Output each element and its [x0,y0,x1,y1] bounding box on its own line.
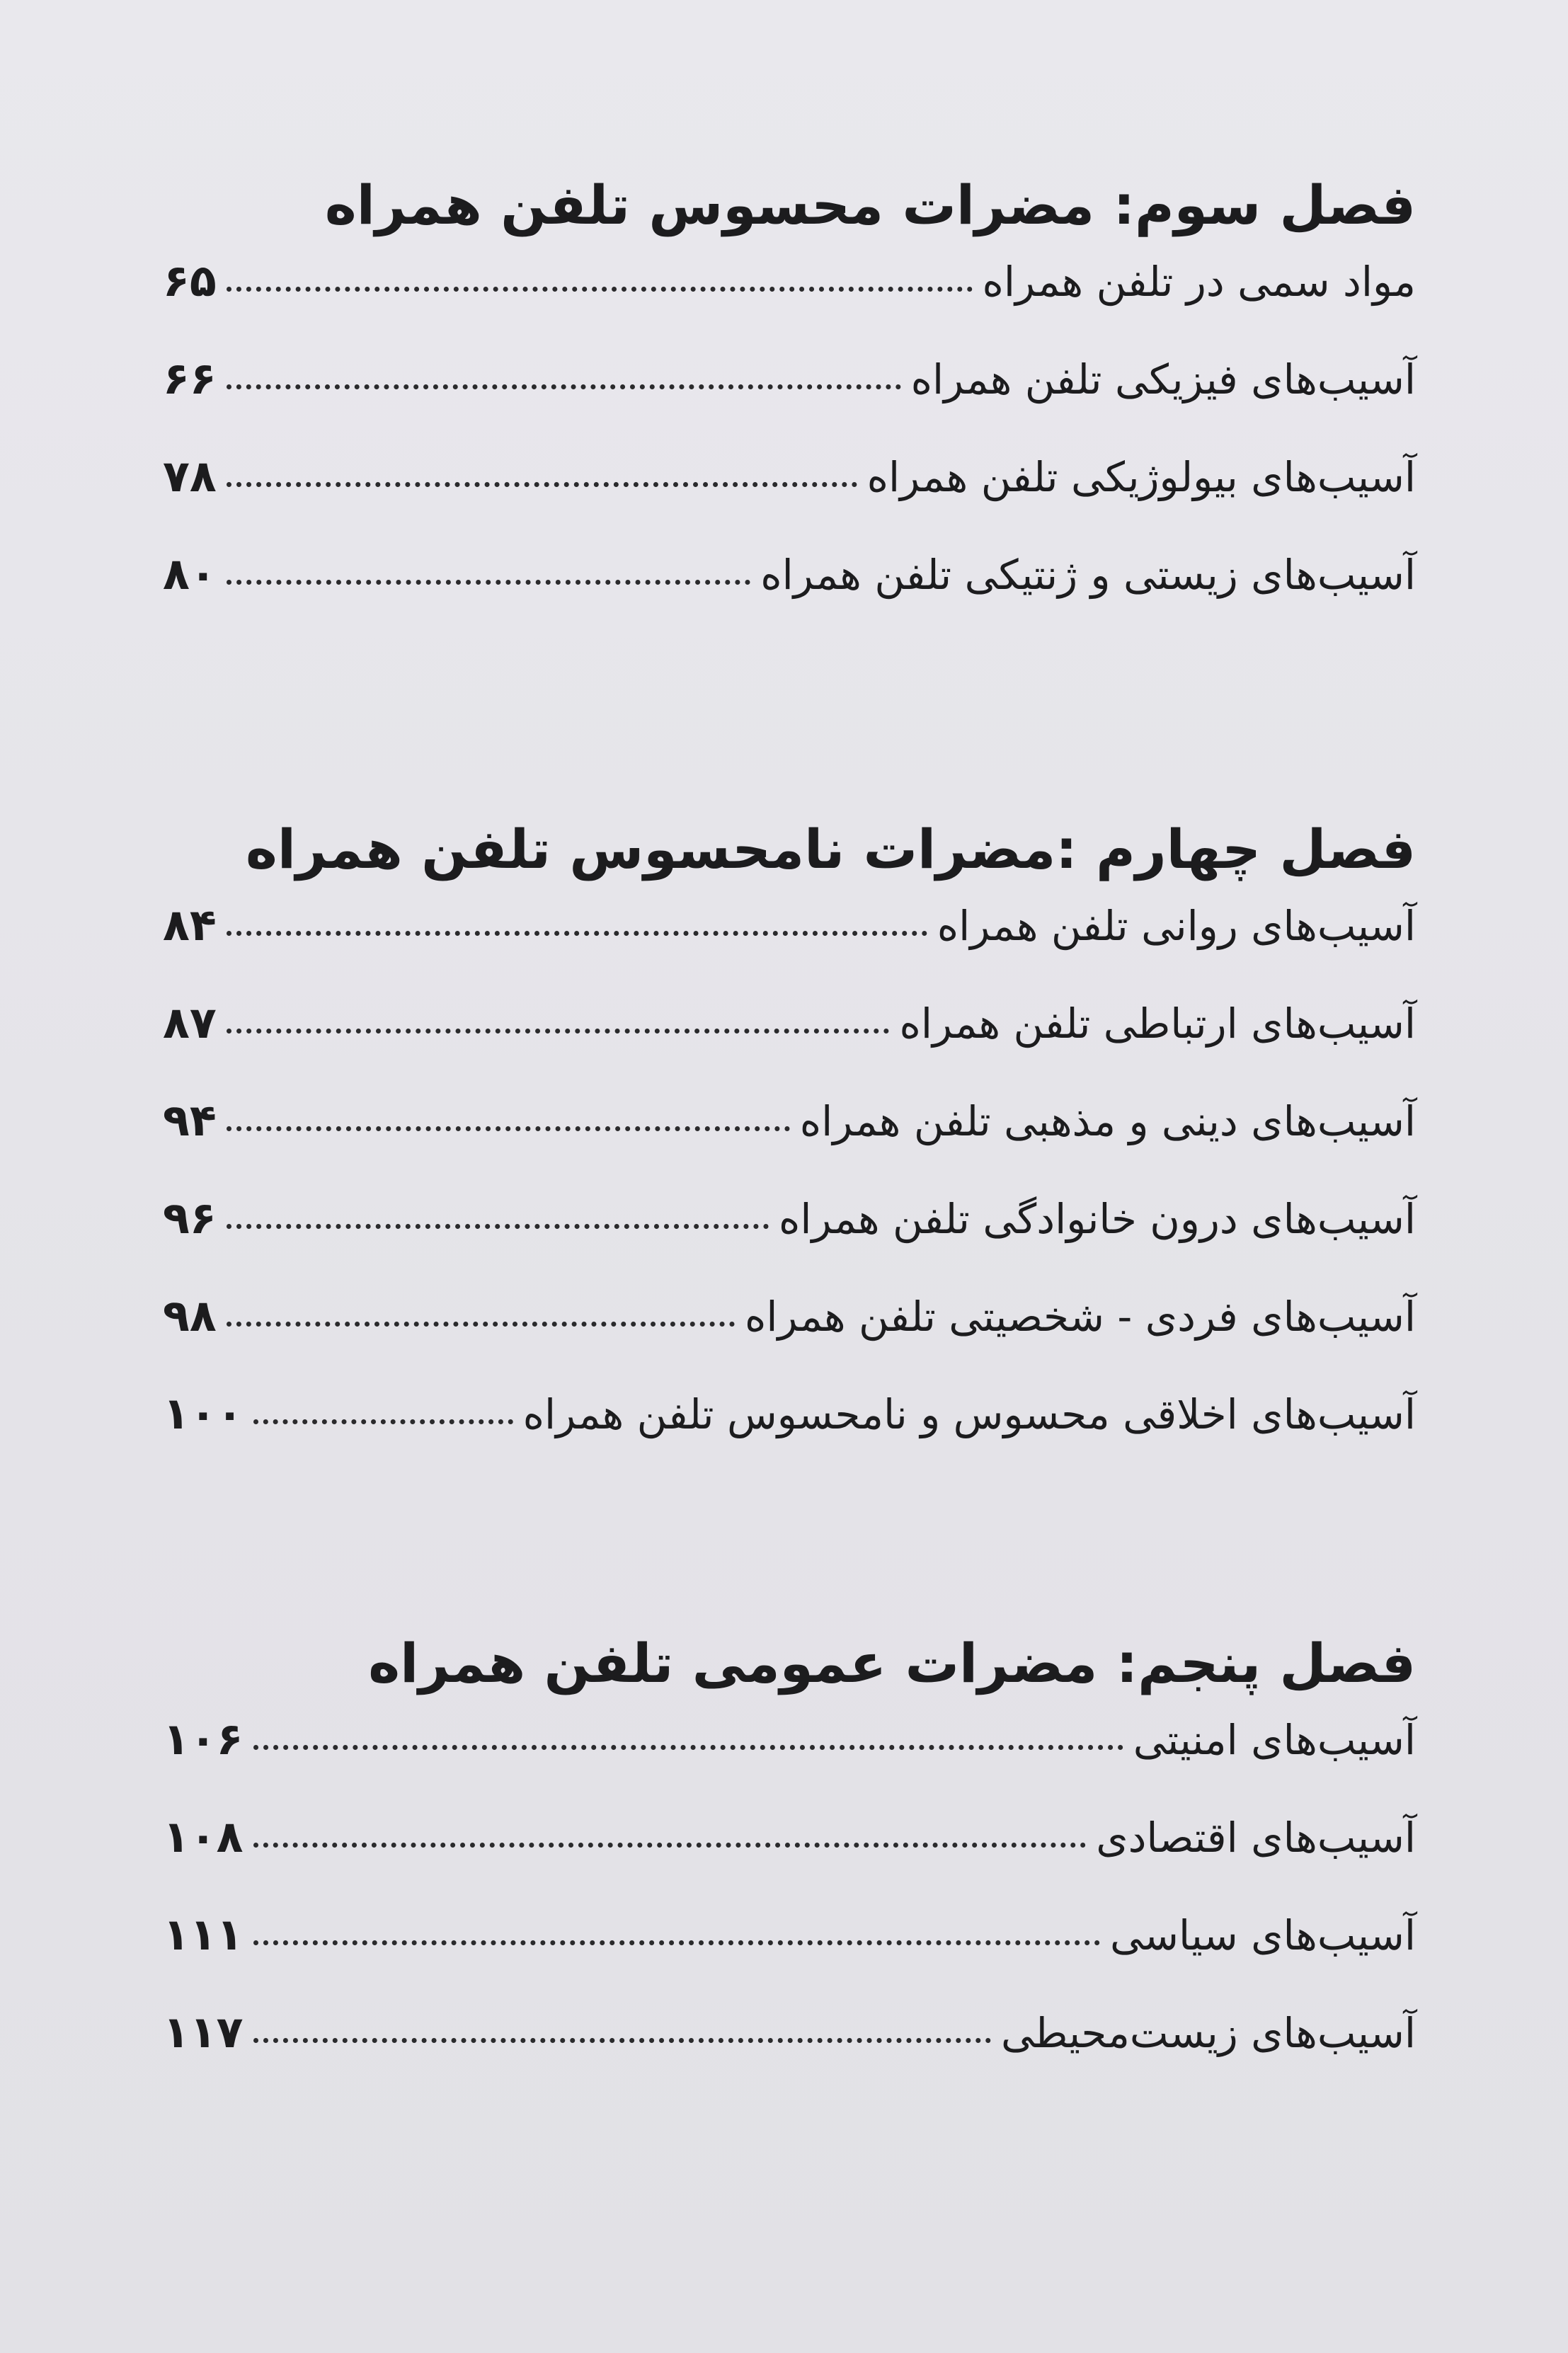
dot-leader [227,1126,790,1131]
entry-title: آسیب‌های سیاسی [1110,1911,1416,1959]
chapter-4 [163,807,1416,1485]
toc-entry [163,2006,1416,2104]
toc-entry [163,255,1416,353]
entry-title: آسیب‌های زیستی و ژنتیکی تلفن همراه [760,551,1416,599]
dot-leader [227,1322,735,1327]
dot-leader [253,1419,513,1424]
dot-leader [253,2038,991,2043]
toc-entry [163,450,1416,548]
dot-leader [253,1745,1123,1750]
entry-title: آسیب‌های فردی - شخصیتی تلفن همراه [744,1293,1416,1341]
entry-page-number: ۱۱۷ [163,2006,244,2058]
entry-page-number: ۸۰ [163,548,217,600]
toc-entry [163,1713,1416,1811]
dot-leader [227,384,901,389]
dot-leader [227,931,927,936]
dot-leader [227,482,857,487]
toc-entry [163,1811,1416,1908]
entry-title: آسیب‌های درون خانوادگی تلفن همراه [779,1195,1416,1243]
entry-title: آسیب‌های روانی تلفن همراه [937,902,1416,950]
entry-page-number: ۱۱۱ [163,1908,244,1960]
dot-leader [227,1224,769,1229]
chapter-heading: فصل پنجم: مضرات عمومی تلفن همراه [368,1632,1416,1695]
dot-leader [227,580,751,585]
entry-page-number: ۹۴ [163,1094,217,1146]
entry-page-number: ۹۶ [163,1192,217,1244]
entry-title: آسیب‌های ارتباطی تلفن همراه [899,1000,1416,1048]
entry-title: آسیب‌های اخلاقی محسوس و نامحسوس تلفن همراه [522,1390,1416,1438]
toc-entry [163,899,1416,997]
entry-page-number: ۸۴ [163,899,217,951]
toc-entry [163,548,1416,646]
chapter-heading: فصل سوم: مضرات محسوس تلفن همراه [324,173,1416,236]
toc-entry [163,1387,1416,1485]
chapter-5 [163,1621,1416,2104]
entry-page-number: ۶۶ [163,353,217,404]
entry-title: آسیب‌های بیولوژیکی تلفن همراه [866,453,1416,501]
entry-page-number: ۸۷ [163,997,217,1048]
entry-title: آسیب‌های دینی و مذهبی تلفن همراه [799,1097,1416,1145]
chapter-3 [163,163,1416,646]
entry-title: آسیب‌های فیزیکی تلفن همراه [910,355,1416,403]
chapter-heading: فصل چهارم :مضرات نامحسوس تلفن همراه [246,818,1416,881]
entry-page-number: ۱۰۶ [163,1713,244,1765]
entry-page-number: ۹۸ [163,1290,217,1341]
entry-title: آسیب‌های اقتصادی [1096,1814,1416,1862]
toc-entry [163,997,1416,1094]
toc-entry [163,1908,1416,2006]
toc-entry [163,1094,1416,1192]
entry-page-number: ۶۵ [163,255,217,307]
toc-entry [163,1192,1416,1290]
dot-leader [227,287,973,292]
entry-page-number: ۷۸ [163,450,217,502]
dot-leader [253,1940,1100,1945]
dot-leader [253,1843,1087,1848]
entry-title: آسیب‌های زیست‌محیطی [1000,2009,1416,2057]
dot-leader [227,1029,890,1034]
toc-entry [163,1290,1416,1387]
entry-page-number: ۱۰۰ [163,1387,244,1439]
entry-page-number: ۱۰۸ [163,1811,244,1862]
entry-title: مواد سمی در تلفن همراه [982,258,1416,306]
toc-entry [163,353,1416,450]
entry-title: آسیب‌های امنیتی [1133,1716,1416,1764]
